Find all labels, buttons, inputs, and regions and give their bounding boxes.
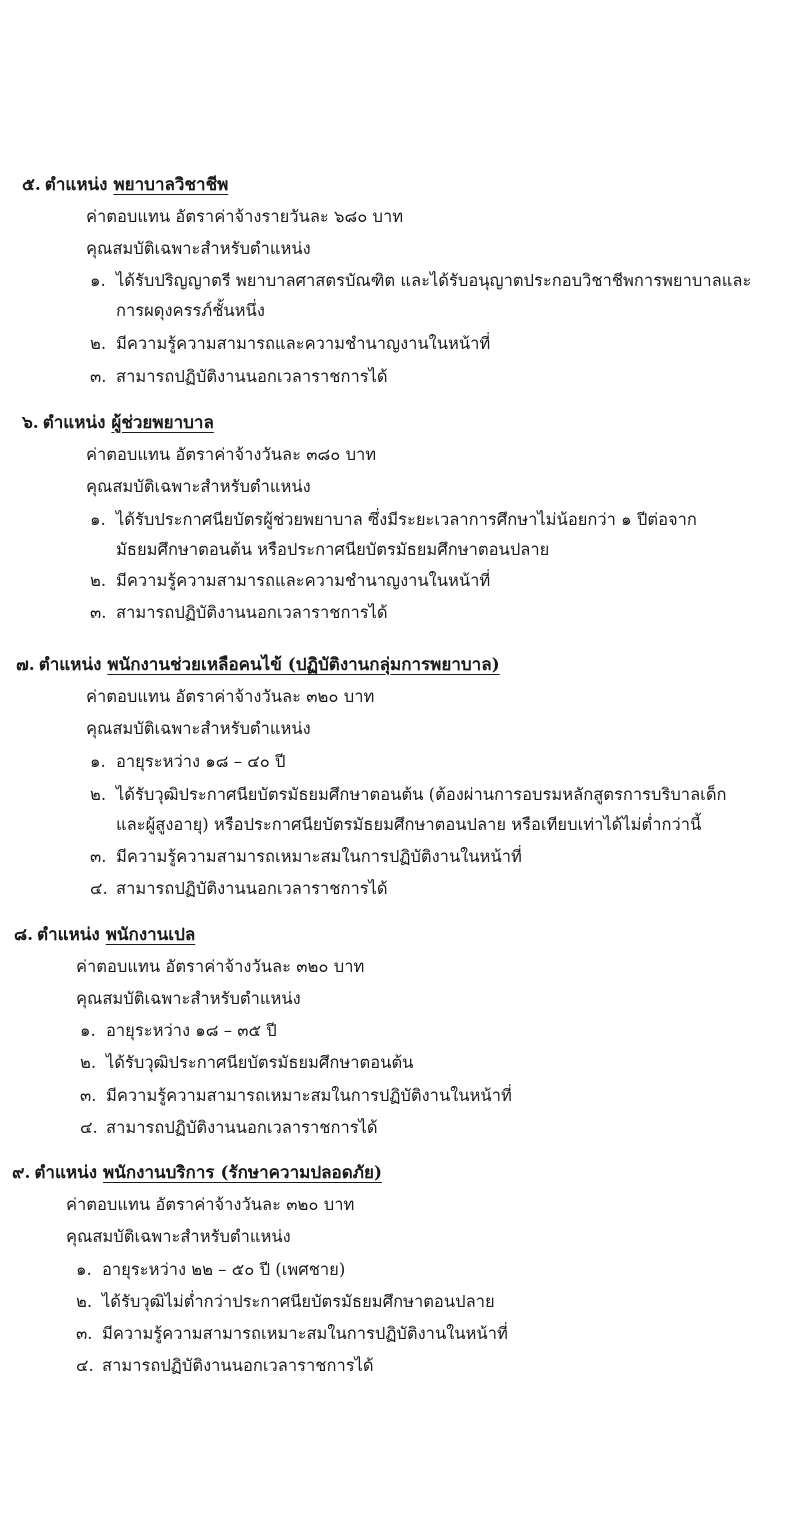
item-text: ได้รับปริญญาตรี พยาบาลศาสตรบัณฑิต และได้รับอนุญาตประกอบวิชาชีพการพยาบาลและ [116, 271, 752, 290]
item-number: ๑. [90, 271, 106, 290]
list-item [76, 1323, 508, 1345]
section-label: ตำแหน่ง [38, 655, 102, 675]
list-item [90, 270, 751, 292]
section-title [22, 174, 228, 196]
section-label: ตำแหน่ง [34, 1163, 98, 1183]
item-text: มีความรู้ความสามารถเหมาะสมในการปฏิบัติงานในหน้าที่ [116, 847, 522, 866]
list-item [76, 1259, 345, 1281]
item-text: มีความรู้ความสามารถเหมาะสมในการปฏิบัติงานในหน้าที่ [102, 1324, 508, 1343]
item-text: สามารถปฏิบัติงานนอกเวลาราชการได้ [102, 1356, 374, 1375]
list-item [76, 1291, 495, 1313]
position-name: พนักงานบริการ (รักษาความปลอดภัย) [103, 1163, 383, 1183]
pay-rate: ค่าตอบแทน อัตราค่าจ้างวันละ ๓๘๐ บาท [86, 445, 377, 464]
item-number: ๒. [90, 571, 107, 590]
qualification-heading: คุณสมบัติเฉพาะสำหรับตำแหน่ง [86, 719, 311, 738]
section-number: ๙. [12, 1163, 31, 1183]
section-label: ตำแหน่ง [42, 413, 106, 433]
list-item [80, 1020, 277, 1042]
list-item [90, 570, 490, 592]
item-number: ๒. [76, 1292, 93, 1311]
section-label: ตำแหน่ง [37, 925, 100, 945]
list-item [90, 333, 490, 355]
list-item [80, 1052, 413, 1074]
list-item [90, 509, 697, 531]
item-text: สามารถปฏิบัติงานนอกเวลาราชการได้ [116, 879, 388, 898]
position-name: พยาบาลวิชาชีพ [113, 175, 229, 195]
item-number: ๓. [80, 1086, 97, 1105]
item-number: ๓. [90, 603, 107, 622]
section-number: ๖. [22, 413, 39, 433]
section-title [12, 1162, 382, 1184]
pay-rate: ค่าตอบแทน อัตราค่าจ้างวันละ ๓๒๐ บาท [86, 687, 375, 706]
list-item [80, 1085, 512, 1107]
item-number: ๒. [90, 785, 107, 804]
item-number: ๔. [90, 879, 108, 898]
section-label: ตำแหน่ง [44, 175, 108, 195]
item-text: ได้รับวุฒิไม่ต่ำกว่าประกาศนียบัตรมัธยมศึกษาตอนปลาย [102, 1292, 495, 1311]
item-continuation: มัธยมศึกษาตอนต้น หรือประกาศนียบัตรมัธยมศึกษาตอนปลาย [116, 540, 550, 559]
item-number: ๓. [76, 1324, 93, 1343]
item-text: ได้รับประกาศนียบัตรผู้ช่วยพยาบาล ซึ่งมีระยะเวลาการศึกษาไม่น้อยกว่า ๑ ปีต่อจาก [116, 510, 697, 529]
section-title [16, 654, 500, 676]
list-item [90, 602, 388, 624]
item-number: ๔. [76, 1356, 94, 1375]
qualification-heading: คุณสมบัติเฉพาะสำหรับตำแหน่ง [86, 239, 311, 258]
list-item [90, 784, 727, 806]
section-title [22, 412, 214, 434]
item-number: ๑. [80, 1021, 96, 1040]
item-text: อายุระหว่าง ๑๘ – ๓๕ ปี [106, 1021, 277, 1040]
item-text: อายุระหว่าง ๒๒ – ๕๐ ปี (เพศชาย) [102, 1260, 346, 1279]
item-continuation: การผดุงครรภ์ชั้นหนึ่ง [116, 301, 265, 320]
position-name: ผู้ช่วยพยาบาล [111, 413, 214, 433]
section-number: ๕. [22, 175, 41, 195]
item-number: ๓. [90, 847, 107, 866]
position-name: พนักงานช่วยเหลือคนไข้ (ปฏิบัติงานกลุ่มการพยาบาล) [107, 655, 500, 675]
item-text: สามารถปฏิบัติงานนอกเวลาราชการได้ [106, 1118, 378, 1137]
pay-rate: ค่าตอบแทน อัตราค่าจ้างวันละ ๓๒๐ บาท [66, 1195, 355, 1214]
item-number: ๑. [76, 1260, 92, 1279]
list-item [80, 1117, 378, 1139]
list-item [90, 366, 388, 388]
qualification-heading: คุณสมบัติเฉพาะสำหรับตำแหน่ง [76, 989, 301, 1008]
item-number: ๒. [80, 1053, 97, 1072]
list-item [90, 846, 522, 868]
pay-rate: ค่าตอบแทน อัตราค่าจ้างวันละ ๓๒๐ บาท [76, 957, 365, 976]
list-item [90, 751, 286, 773]
qualification-heading: คุณสมบัติเฉพาะสำหรับตำแหน่ง [66, 1227, 291, 1246]
section-title [14, 924, 195, 946]
qualification-heading: คุณสมบัติเฉพาะสำหรับตำแหน่ง [86, 477, 311, 496]
item-text: สามารถปฏิบัติงานนอกเวลาราชการได้ [116, 367, 388, 386]
item-number: ๑. [90, 510, 106, 529]
item-number: ๑. [90, 752, 106, 771]
list-item [90, 878, 388, 900]
section-number: ๗. [16, 655, 35, 675]
item-text: มีความรู้ความสามารถเหมาะสมในการปฏิบัติงานในหน้าที่ [106, 1086, 512, 1105]
item-text: ได้รับวุฒิประกาศนียบัตรมัธยมศึกษาตอนต้น (ต้องผ่านการอบรมหลักสูตรการบริบาลเด็ก [116, 785, 727, 804]
position-name: พนักงานเปล [105, 925, 196, 945]
item-number: ๔. [80, 1118, 98, 1137]
item-number: ๓. [90, 367, 107, 386]
item-text: สามารถปฏิบัติงานนอกเวลาราชการได้ [116, 603, 388, 622]
item-continuation: และผู้สูงอายุ) หรือประกาศนียบัตรมัธยมศึกษาตอนปลาย หรือเทียบเท่าได้ไม่ต่ำกว่านี้ [116, 815, 702, 834]
item-text: มีความรู้ความสามารถและความชำนาญงานในหน้าที่ [116, 571, 491, 590]
item-text: มีความรู้ความสามารถและความชำนาญงานในหน้าที่ [116, 334, 491, 353]
item-text: ได้รับวุฒิประกาศนียบัตรมัธยมศึกษาตอนต้น [106, 1053, 414, 1072]
section-number: ๘. [14, 925, 34, 945]
item-text: อายุระหว่าง ๑๘ – ๔๐ ปี [116, 752, 286, 771]
pay-rate: ค่าตอบแทน อัตราค่าจ้างรายวันละ ๖๘๐ บาท [86, 207, 404, 226]
list-item [76, 1355, 374, 1377]
item-number: ๒. [90, 334, 107, 353]
